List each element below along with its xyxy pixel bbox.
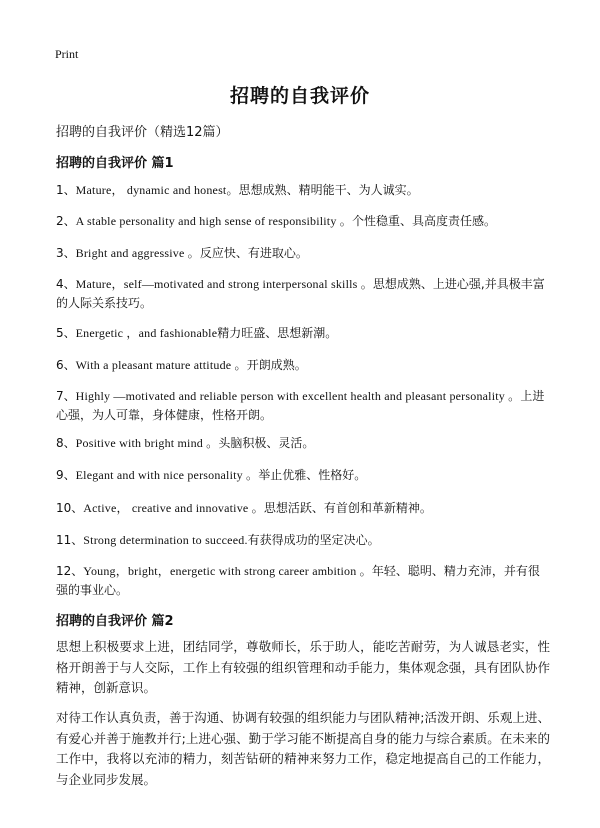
list-item — [56, 387, 546, 425]
list-item — [56, 212, 546, 231]
item-english: Elegant and with nice personality 。 — [75, 468, 259, 482]
item-number: 9、 — [56, 468, 76, 482]
list-item — [56, 499, 546, 518]
item-chinese: 精力旺盛、思想新潮。 — [217, 326, 338, 340]
item-number: 7、 — [56, 389, 76, 403]
item-chinese: 头脑积极、灵活。 — [218, 436, 315, 450]
item-number: 10、 — [56, 501, 84, 515]
item-number: 4、 — [56, 277, 76, 291]
item-number: 1、 — [56, 183, 76, 197]
list-item — [56, 181, 546, 200]
item-english: Strong determination to succeed. — [83, 533, 248, 547]
list-item — [56, 244, 546, 263]
list-item — [56, 466, 546, 485]
list-item — [56, 434, 546, 453]
item-english: Active， creative and innovative 。 — [83, 501, 264, 515]
item-chinese: 举止优雅、性格好。 — [258, 468, 367, 482]
body-paragraph: 思想上积极要求上进，团结同学，尊敬师长，乐于助人，能吃苦耐劳，为人诚恳老实，性格开朗善于与人交际，工作上有较强的组织管理和动手能力，集体观念强，具有团队协作精神，创新意识。 — [56, 639, 550, 695]
item-number: 12、 — [56, 564, 84, 578]
item-chinese: 有获得成功的坚定决心。 — [247, 533, 380, 547]
item-chinese: 个性稳重、具高度责任感。 — [351, 214, 496, 228]
item-english: Young，bright，energetic with strong career ambition 。 — [83, 564, 372, 578]
item-number: 11、 — [56, 533, 84, 547]
list-item — [56, 562, 546, 600]
list-item — [56, 531, 546, 550]
list-item — [56, 275, 546, 313]
item-chinese: 思想活跃、有首创和革新精神。 — [263, 501, 432, 515]
item-chinese: 反应快、有进取心。 — [199, 246, 308, 260]
item-english: Highly —motivated and reliable person with excellent health and pleasant personality 。 — [75, 389, 521, 403]
section-heading-1: 招聘的自我评价 篇1 — [56, 156, 174, 171]
item-english: Mature， dynamic and honest。 — [75, 183, 239, 197]
item-number: 8、 — [56, 436, 76, 450]
item-english: Bright and aggressive 。 — [75, 246, 200, 260]
page-title: 招聘的自我评价 — [229, 85, 370, 107]
document-subtitle: 招聘的自我评价（精选12篇） — [56, 125, 229, 140]
list-item — [56, 324, 546, 343]
item-english: Energetic ，and fashionable — [75, 326, 218, 340]
item-english: A stable personality and high sense of responsibility 。 — [75, 214, 352, 228]
item-number: 2、 — [56, 214, 76, 228]
body-paragraph: 对待工作认真负责，善于沟通、协调有较强的组织能力与团队精神;活泼开朗、乐观上进、有爱心并善于施教并行;上进心强、勤于学习能不断提高自身的能力与综合素质。在未来的工作中，我将以充沛的精力，刻苦钻研的精神来努力工作，稳定地提高自己的工作能力，与企业同步发展。 — [56, 710, 550, 787]
item-chinese: 年轻、聪明、精力充沛，并有很强的事业心。 — [56, 564, 540, 597]
item-chinese: 上进心强，为人可靠，身体健康，性格开朗。 — [56, 389, 545, 422]
section-heading-2: 招聘的自我评价 篇2 — [56, 614, 174, 629]
item-english: Mature，self—motivated and strong interpersonal skills 。 — [75, 277, 373, 291]
item-chinese: 思想成熟、上进心强,并具极丰富的人际关系技巧。 — [56, 277, 545, 310]
item-english: Positive with bright mind 。 — [75, 436, 219, 450]
list-item — [56, 356, 546, 375]
item-english: With a pleasant mature attitude 。 — [75, 358, 247, 372]
item-number: 3、 — [56, 246, 76, 260]
item-chinese: 开朗成熟。 — [246, 358, 307, 372]
item-number: 6、 — [56, 358, 76, 372]
item-number: 5、 — [56, 326, 76, 340]
print-link[interactable]: Print — [55, 47, 79, 61]
item-chinese: 思想成熟、精明能干、为人诚实。 — [238, 183, 419, 197]
